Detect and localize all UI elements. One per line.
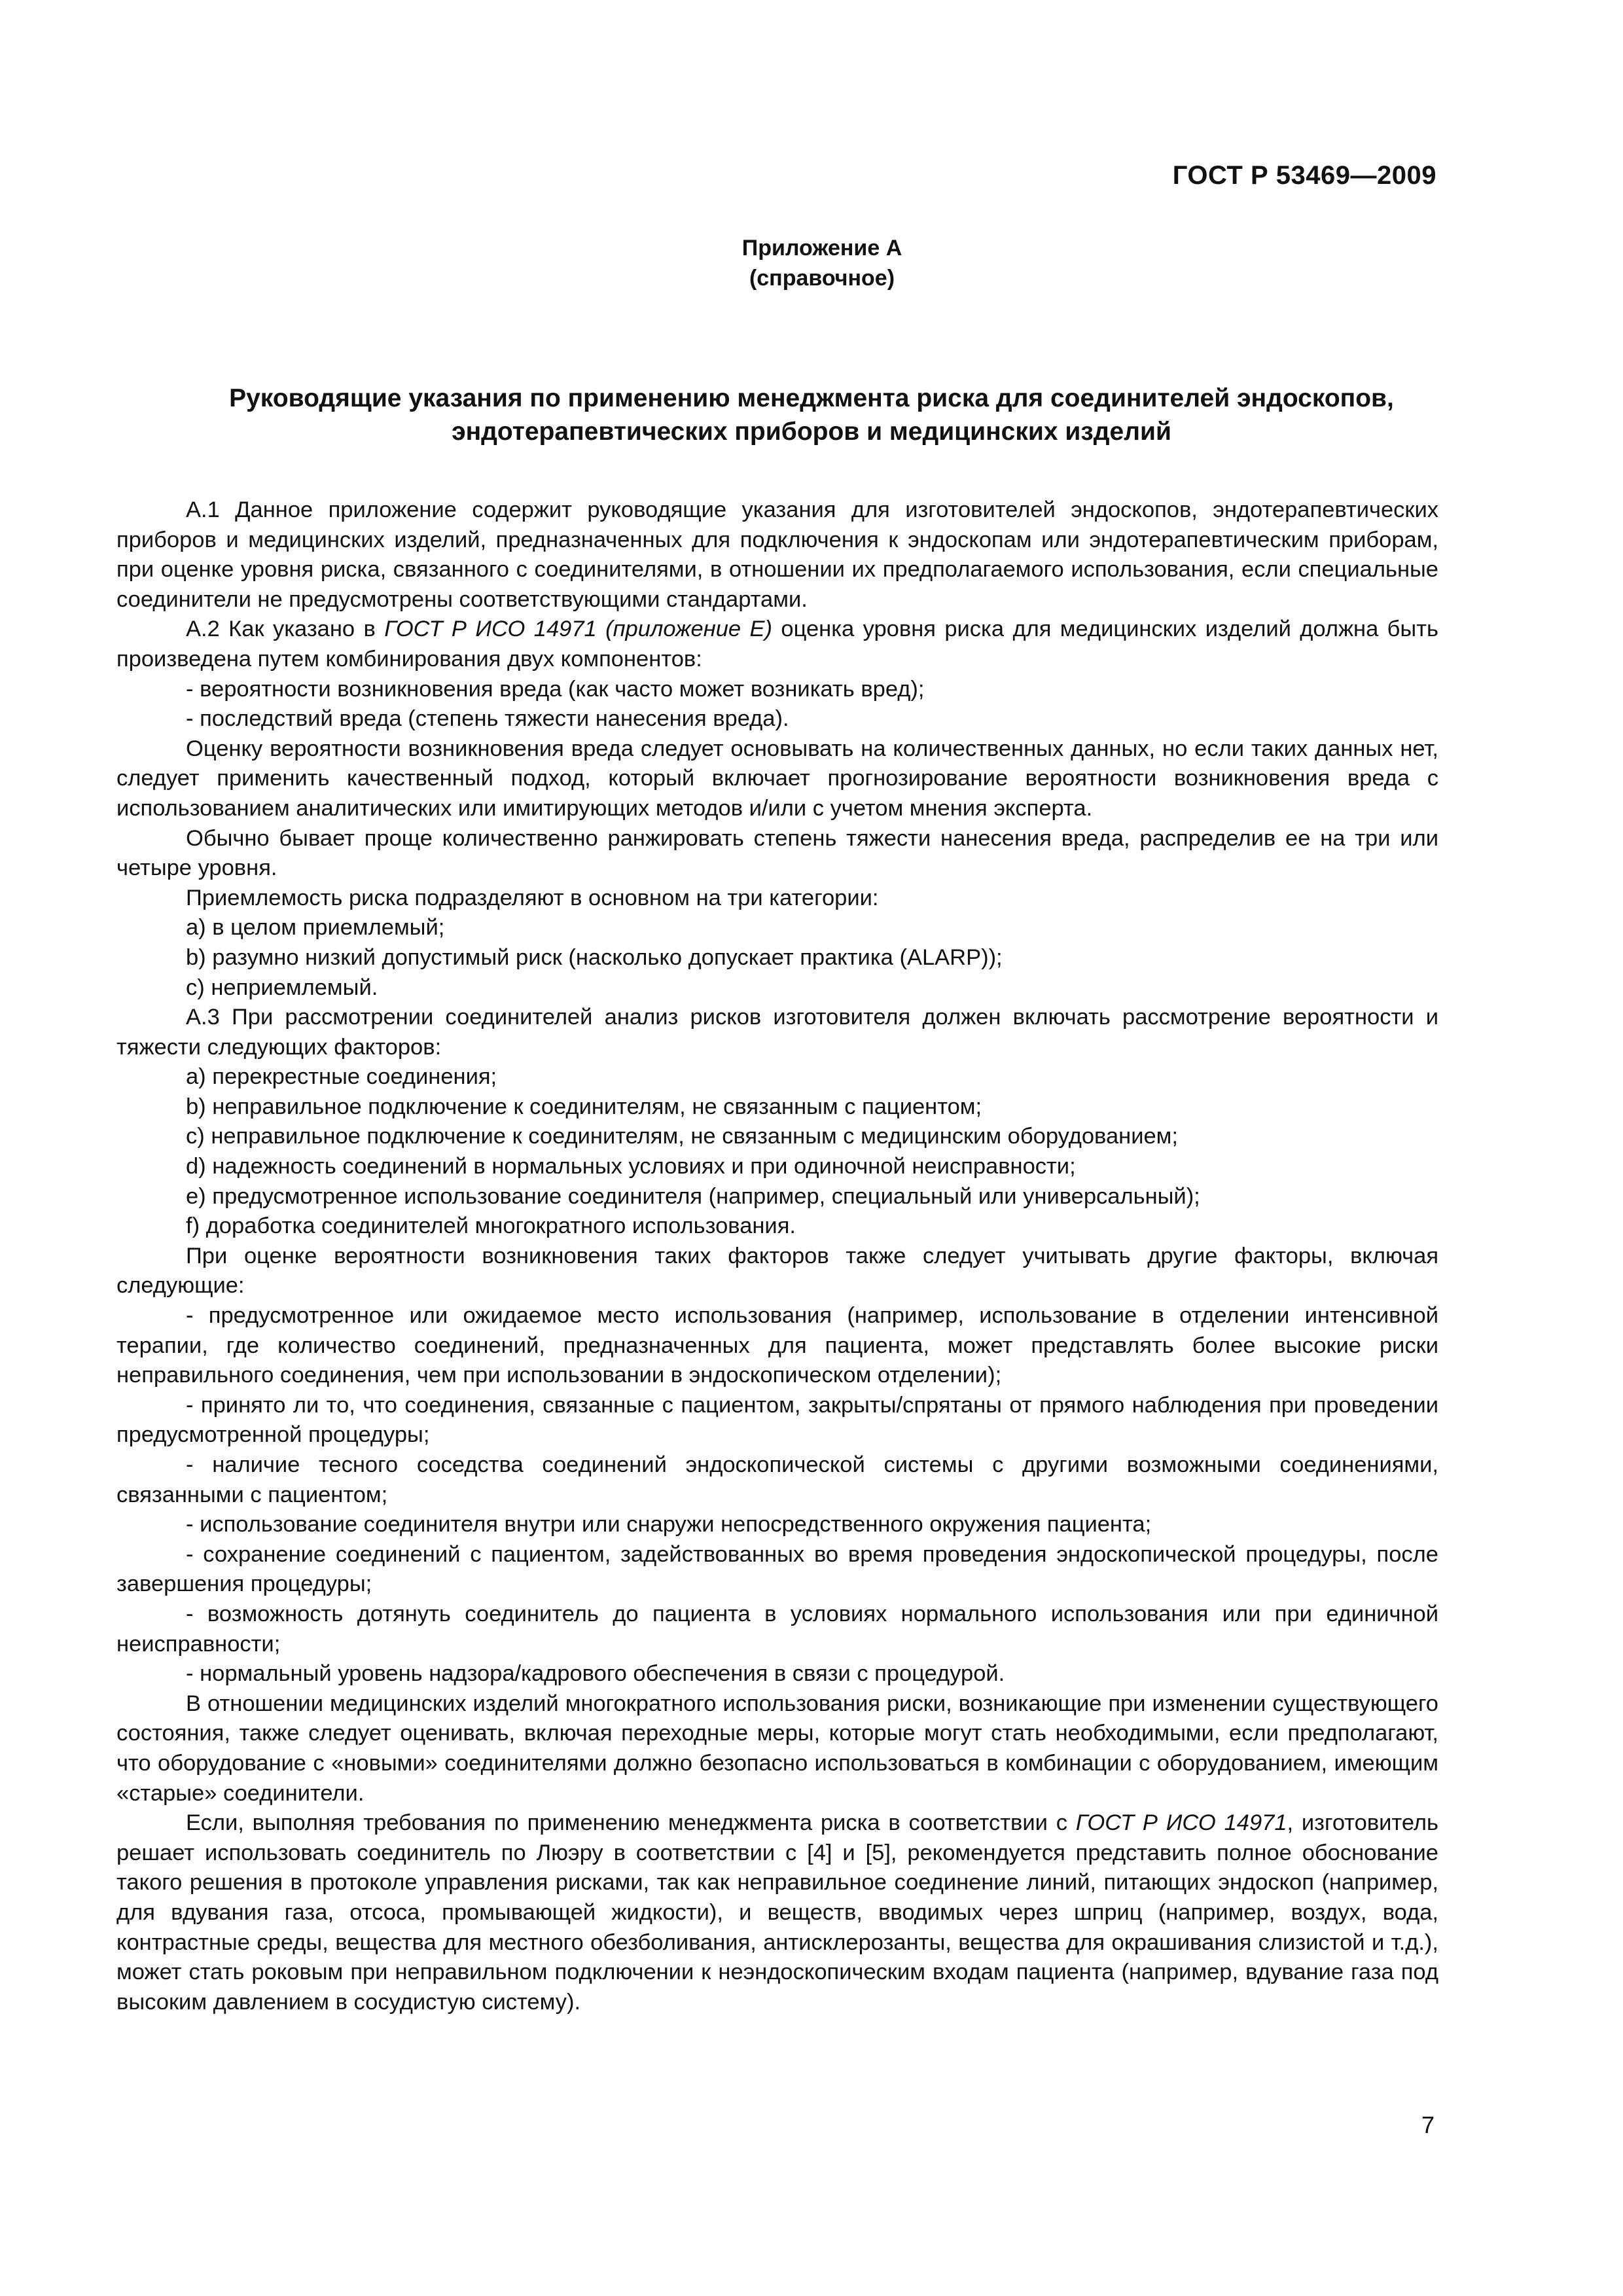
- list-item: b) неправильное подключение к соединителям, не связанным с пациентом;: [186, 1094, 982, 1119]
- paragraph-reuse: В отношении медицинских изделий многократного использования риски, возникающие при изменении существующего состояния, также следует оценивать, включая переходные меры, которые могут стать необходимыми, если предполагают, что оборудование с «новыми» соединителями должно безопасно использоваться в комбинации с оборудованием, имеющим «старые» соединители.: [116, 1691, 1438, 1806]
- page-number: 7: [1421, 2111, 1435, 2138]
- document-body: [116, 495, 1438, 2017]
- list-item: c) неприемлемый.: [186, 975, 378, 1000]
- list-item: - последствий вреда (степень тяжести нанесения вреда).: [186, 706, 789, 732]
- list-item: - предусмотренное или ожидаемое место использования (например, использование в отделении интенсивной терапии, где количество соединений, предназначенных для пациента, может представлять более высокие риски неправильного соединения, чем при использовании в эндоскопическом отделении);: [116, 1303, 1438, 1388]
- list-item: c) неправильное подключение к соединителям, не связанным с медицинским оборудованием;: [186, 1124, 1178, 1149]
- clause-a3: А.3 При рассмотрении соединителей анализ рисков изготовителя должен включать рассмотрение вероятности и тяжести следующих факторов:: [116, 1005, 1438, 1060]
- paragraph-luer-suffix: , изготовитель решает использовать соединитель по Люэру в соответствии с [4] и [5], рекомендуется представить полное обоснование такого решения в протоколе управления рисками, так как неправильное соединение линий, питающих эндоскоп (например, для вдувания газа, отсоса, промывающей жидкости), и веществ, вводимых через шприц (например, воздух, вода, контрастные среды, вещества для местного обезболивания, антисклерозанты, вещества для окрашивания слизистой и т.д.), может стать роковым при неправильном подключении к неэндоскопическим входам пациента (например, вдувание газа под высоким давлением в сосудистую систему).: [116, 1810, 1439, 2015]
- list-item: d) надежность соединений в нормальных условиях и при одиночной неисправности;: [186, 1154, 1076, 1179]
- list-item: a) в целом приемлемый;: [186, 915, 445, 941]
- clause-a2-reference: ГОСТ Р ИСО 14971 (приложение Е): [384, 617, 772, 642]
- list-item: - вероятности возникновения вреда (как часто может возникать вред);: [186, 676, 925, 702]
- list-item: a) перекрестные соединения;: [186, 1064, 497, 1090]
- list-item: - сохранение соединений с пациентом, задействованных во время проведения эндоскопической процедуры, после завершения процедуры;: [116, 1541, 1438, 1597]
- paragraph-acceptability: Приемлемость риска подразделяют в основном на три категории:: [186, 885, 879, 910]
- list-item: e) предусмотренное использование соединителя (например, специальный или универсальный);: [186, 1183, 1200, 1209]
- clause-a1: А.1 Данное приложение содержит руководящие указания для изготовителей эндоскопов, эндотерапевтических приборов и медицинских изделий, предназначенных для подключения к эндоскопам или эндотерапевтическим приборам, при оценке уровня риска, связанного с соединителями, в отношении их предполагаемого использования, если специальные соединители не предусмотрены соответствующими стандартами.: [116, 497, 1438, 612]
- annex-title: [131, 382, 1492, 448]
- annex-title-line-2: эндотерапевтических приборов и медицинских изделий: [452, 418, 1171, 446]
- list-item: b) разумно низкий допустимый риск (насколько допускает практика (ALARP));: [186, 944, 1003, 970]
- paragraph-ranking: Обычно бывает проще количественно ранжировать степень тяжести нанесения вреда, распределив ее на три или четыре уровня.: [116, 825, 1438, 881]
- clause-a2-suffix: оценка уровня риска для медицинских изделий должна быть произведена путем комбинирования двух компонентов:: [116, 617, 1438, 672]
- paragraph-luer-prefix: Если, выполняя требования по применению менеджмента риска в соответствии с: [186, 1810, 1076, 1836]
- annex-type: (справочное): [749, 266, 895, 291]
- list-item: - нормальный уровень надзора/кадрового обеспечения в связи с процедурой.: [186, 1661, 1005, 1687]
- list-item: - возможность дотянуть соединитель до пациента в условиях нормального использования или при единичной неисправности;: [116, 1601, 1438, 1657]
- list-item: - использование соединителя внутри или снаружи непосредственного окружения пациента;: [186, 1512, 1152, 1537]
- paragraph-luer-reference: ГОСТ Р ИСО 14971: [1075, 1810, 1287, 1836]
- clause-a2-prefix: А.2 Как указано в: [186, 617, 385, 642]
- list-item: - наличие тесного соседства соединений эндоскопической системы с другими возможными соединениями, связанными с пациентом;: [116, 1452, 1438, 1507]
- paragraph-estimate: Оценку вероятности возникновения вреда следует основывать на количественных данных, но если таких данных нет, следует применить качественный подход, который включает прогнозирование вероятности возникновения вреда с использованием аналитических или имитирующих методов и/или с учетом мнения эксперта.: [116, 736, 1438, 821]
- annex-title-line-1: Руководящие указания по применению менеджмента риска для соединителей эндоскопов,: [229, 384, 1394, 412]
- paragraph-other-factors: При оценке вероятности возникновения таких факторов также следует учитывать другие факторы, включая следующие:: [116, 1243, 1438, 1299]
- clause-a2: [116, 615, 1438, 674]
- annex-heading: [0, 233, 1623, 293]
- list-item: f) доработка соединителей многократного использования.: [186, 1213, 796, 1239]
- annex-label: Приложение А: [741, 236, 902, 260]
- paragraph-luer: [116, 1808, 1438, 2017]
- list-item: - принято ли то, что соединения, связанные с пациентом, закрыты/спрятаны от прямого наблюдения при проведении предусмотренной процедуры;: [116, 1392, 1438, 1448]
- standard-code: ГОСТ Р 53469—2009: [1172, 161, 1436, 190]
